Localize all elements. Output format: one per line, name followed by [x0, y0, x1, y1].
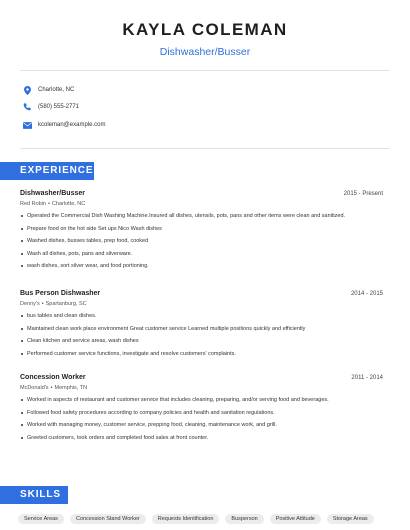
experience-heading: EXPERIENCE	[0, 162, 94, 180]
job-title: Bus Person Dishwasher	[20, 290, 101, 297]
job-location: Memphis, TN	[54, 385, 88, 391]
job-bullet: wash dishes, sort silver wear, and food portioning.	[20, 262, 383, 270]
job-entry	[20, 289, 383, 362]
job-entry	[20, 373, 383, 446]
job-company-line: McDonald's • Memphis, TN	[20, 385, 88, 391]
job-dates: 2014 - 2015	[350, 291, 383, 297]
contact-phone	[22, 101, 79, 113]
skill-chip: Busperson	[225, 514, 263, 524]
contact-email-text: kcoleman@example.com	[38, 122, 106, 128]
job-company: Denny's	[20, 301, 40, 307]
job-bullet: Operated the Commercial Dish Washing Machine.Insured all dishes, utensils, pots, pans and other items were clean and sanitized.	[20, 212, 383, 220]
skill-chip: Concession Stand Worker	[70, 514, 146, 524]
contact-email	[22, 119, 105, 131]
job-bullets	[20, 312, 383, 358]
contact-phone-text: (580) 555-2771	[38, 104, 80, 110]
skill-chip: Storage Areas	[327, 514, 374, 524]
job-company: Red Robin	[20, 201, 46, 207]
phone-icon	[22, 101, 32, 113]
skill-chip: Positive Attitude	[270, 514, 321, 524]
job-title: Dishwasher/Busser	[20, 190, 85, 197]
job-title: Concession Worker	[20, 374, 86, 381]
candidate-title: Dishwasher/Busser	[159, 46, 251, 58]
contact-location	[22, 84, 74, 96]
job-bullet: Worked in aspects of restaurant and customer service that includes cleaning, preparing, and/or serving food and beverages.	[20, 396, 383, 404]
divider-top	[20, 70, 390, 71]
job-location: Charlotte, NC	[51, 201, 86, 207]
job-bullet: Wash all dishes, pots, pans and silverware.	[20, 250, 383, 258]
job-bullet: Washed dishes, busses tables, prep food, cooked	[20, 237, 383, 245]
divider-middle	[20, 148, 390, 149]
skills-heading: SKILLS	[0, 486, 68, 504]
job-bullets	[20, 396, 383, 442]
job-entry	[20, 189, 383, 275]
skill-chip: Service Areas	[18, 514, 64, 524]
job-bullet: bus tables and clean dishes.	[20, 312, 383, 320]
job-dates: 2011 - 2014	[351, 375, 383, 381]
skills-list	[18, 514, 400, 524]
job-bullets	[20, 212, 383, 270]
job-company-line: Red Robin • Charlotte, NC	[20, 201, 86, 207]
job-company: McDonald's	[20, 385, 49, 391]
job-bullet: Greeted customers, took orders and completed food sales at front counter.	[20, 434, 383, 442]
candidate-name: KAYLA COLEMAN	[122, 20, 288, 39]
job-location: Spartanburg, SC	[45, 301, 87, 307]
contact-location-text: Charlotte, NC	[38, 87, 75, 93]
location-pin-icon	[22, 84, 32, 96]
skill-chip: Requests Identification	[152, 514, 220, 524]
job-bullet: Clean kitchen and service areas, wash dishes	[20, 337, 383, 345]
job-bullet: Maintained clean work place environment Great customer service Learned multiple positions quickly and efficiently	[20, 325, 383, 333]
job-bullet: Prepare food on the hot side Set ups Nico Wash dishes	[20, 225, 383, 233]
job-bullet: Worked with managing money, customer service, prepping food, cleaning, maintenance work, and grill.	[20, 421, 383, 429]
job-dates: 2015 - Present	[343, 191, 383, 197]
job-company-line: Denny's • Spartanburg, SC	[20, 301, 87, 307]
envelope-icon	[22, 119, 32, 131]
job-bullet: Followed food safety procedures according to company policies and health and sanitation regulations.	[20, 409, 383, 417]
job-bullet: Performed customer service functions, investigate and resolve customers' complaints.	[20, 350, 383, 358]
resume-header	[0, 0, 410, 59]
